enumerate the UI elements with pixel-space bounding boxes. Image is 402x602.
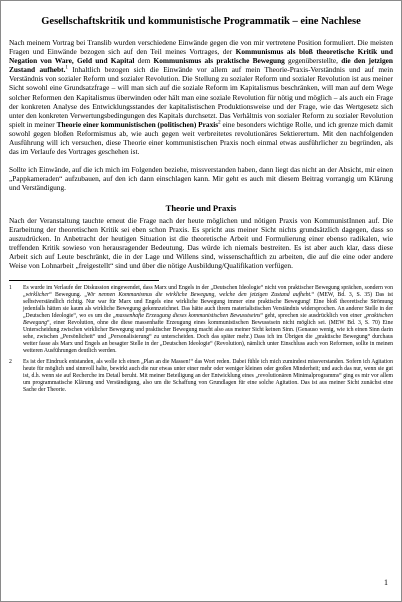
theory-practice-paragraph: Nach der Veranstaltung tauchte erneut die Frage nach der heute möglichen und nötigen Praxis von KommunistInnen auf. Die Erarbeitung der theoretischen Kritik sei eben schon Praxis. Es spricht aus meiner Sicht nichts grundsätzlich dagegen, dass so auszudrücken. In Anbetracht der heutigen Situation ist die theoretische Arbeit und Formulierung einer ebenso radikalen, wie treffenden Kritik sowieso von herausragender Bedeutung. Das würde ich niemals bestreiten. Es ist aber auch klar, dass diese Arbeit sich auf Leute beschränkt, die in der Lage und Willens sind, wissenschaftlich zu arbeiten, die auf die eine oder andere Weise von Lohnarbeit „freigestellt“ sind und über die nötige Ausbildung/Qualifikation verfügen.	[9, 215, 393, 270]
intro-bold-1: Kommunismus als bloß theoretische Kritik und Negation von Ware, Geld und Kapital	[9, 47, 393, 66]
footnote-number: 1	[9, 285, 12, 292]
page-content	[9, 15, 393, 397]
footnote-ref-1[interactable]: 1	[65, 65, 68, 71]
intro-text: Nach meinem Vortrag bei Translib wurden verschiedene Einwände gegen die von mir vertretene Position formuliert. Die meisten Fragen und Einwände bezogen sich auf den Teil meines Vortrages, der	[9, 38, 393, 57]
footnote-divider	[9, 280, 159, 281]
intro-text: eine besonders wichtige Rolle, und ich grenze mich damit sowohl gegen bloßen Reformismus ab, wie auch gegen weit verbreitetes revolutionäres Sektierertum. Mit den nachfolgenden Ausführung will ich versuchen, diese Theorie einer kommunistischen Praxis noch einmal etwas ausführlicher zu begründen, als das im Verlaufe des Vortrages geschehen ist.	[9, 119, 393, 157]
intro-paragraph	[9, 38, 393, 156]
footnote-text	[23, 285, 393, 355]
footnote-italic: massenhafte Erzeugung dieses kommunistischen Bewusstseins	[115, 313, 261, 320]
intro-bold-3: die den jetzigen Zustand aufhebt.	[9, 56, 393, 75]
section-title: Theorie und Praxis	[165, 202, 237, 213]
footnote-2	[9, 359, 393, 394]
intro-text: dem	[134, 56, 154, 66]
footnote-segment: “ Bewegung. „	[49, 292, 87, 299]
footnote-segment: “ (MEW, Bd. 3, S. 35) Das ist selbstverständlich richtig. Nur war für Marx und Engels eine wirkliche Bewegung immer eine praktische Bewegung! Eine bloß theoretische Strömung jedenfalls hätten sie kaum als wirkliche Bewegung gekennzeichnet. Das hätte auch ihrem materialistischen Verständnis widersprochen. An anderer Stelle in der „Deutschen Ideologie“, wo es um die „	[23, 292, 393, 320]
footnote-segment: Es wurde im Verlaufe der Diskussion eingewendet, dass Marx und Engels in der „Deutschen Ideologie“ nicht von praktischer Bewegung sprächen, sondern von „	[23, 285, 393, 299]
footnote-1	[9, 285, 393, 355]
intro-text: Inhaltlich bezogen sich die Einwände vor allem auf mein Theorie-Praxis-Verständnis und auf mein Verständnis von sozialer Reform und sozialer Revolution. Die Stellung zu sozialer Reform und sozialer Revolution ist aus meiner Sicht sowohl eine Grundsatzfrage – will man sich auf die soziale Reform im Kapitalismus beschränken, will man auf dem Wege solcher Reformen den Kapitalismus überwinden oder hält man eine soziale Revolution für nötig und möglich – als auch ein Frage der konkreten Analyse des Entwicklungsstandes der kapitalistischen Produktionsweise und der Frage, wie das Wertgesetz sich unter den konkreten Verwertungsbedingungen des Kapitals durchsetzt. Das Verhältnis von sozialer Reform zu sozialer Revolution spielt in meiner	[9, 65, 393, 129]
footnote-segment: “ geht, sprechen sie ausdrücklich von einer „	[260, 313, 367, 320]
footnote-text: Es ist der Eindruck entstanden, als wolle ich einen „Plan an die Massen!“ das Wort reden. Dabei fühle ich mich zumindest missverstanden. Sofern ich Agitation heute für möglich und sinnvoll halte, bewirkt auch die nur etwas unter einer mehr oder weniger kleinen oder großen Minderheit; und auch das nur, wenn sie gut ist, d.h. wenn sie auf Recherche im Detail beruht. Mit meiner Beteiligung an der Entwicklung eines „revolutionären Minimalprogramms“ ging es mir vor allem um programmatische Klärung und Verständigung, also um die Schaffung von Grundlagen für eine solche Agitation. Das ist aus meiner Sicht zunächst eine Sache der Theorie.	[23, 358, 393, 393]
footnote-segment: “, einer Revolution, ohne die diese massenhafte Erzeugung eines kommunistischen Bewusstsein nicht möglich sei. (MEW Bd. 3, S. 70) Eine Unterscheidung zwischen wirklicher Bewegung und praktischer Bewegung macht also aus meiner Sicht keinen Sinn. (Genauso wenig, wie ich einen Sinn darin sehe, zwischen „Persönlicheit“ und „Personalisierung“ zu unterscheiden. Doch das später mehr.) Dass ich im Übrigen die „praktische Bewegung“ durchaus weiter fasse als Marx und Engels an besagter Stelle in der „Deutschen Ideologie“ (Revolution), nämlich unter Einschluss auch von Reformen, sollte in meinen weiteren Ausführungen deutlich werden.	[23, 320, 393, 355]
intro-bold-4: Theorie einer kommunistischen (politischen) Praxis	[56, 119, 219, 129]
clarification-paragraph: Sollte ich Einwände, auf die ich mich im Folgenden beziehe, missverstanden haben, dann liegt das nicht an der Absicht, mir einen „Pappkameraden“ aufzubauen, auf den ich dann einschlagen kann. Mir geht es auch mit diesem Beitrag vorrangig um Klärung und Verständigung.	[9, 165, 393, 193]
document-title: Gesellschaftskritik und kommunistische Programmatik – eine Nachlese	[41, 16, 361, 27]
footnote-italic: Wir nennen Kommunismus die wirkliche Bewegung, welche den jetzigen Zustand aufhebt.	[86, 292, 312, 299]
intro-bold-2: Kommunismus als praktische Bewegung	[153, 56, 285, 66]
intro-text: gegenüberstellte,	[284, 56, 342, 66]
footnote-ref-2[interactable]: 2	[218, 120, 221, 126]
footnote-number: 2	[9, 358, 12, 365]
footnote-italic: wirklicher	[25, 292, 50, 299]
page-number: 1	[384, 578, 388, 587]
footnote-italic: praktischen Bewegung	[23, 313, 393, 327]
